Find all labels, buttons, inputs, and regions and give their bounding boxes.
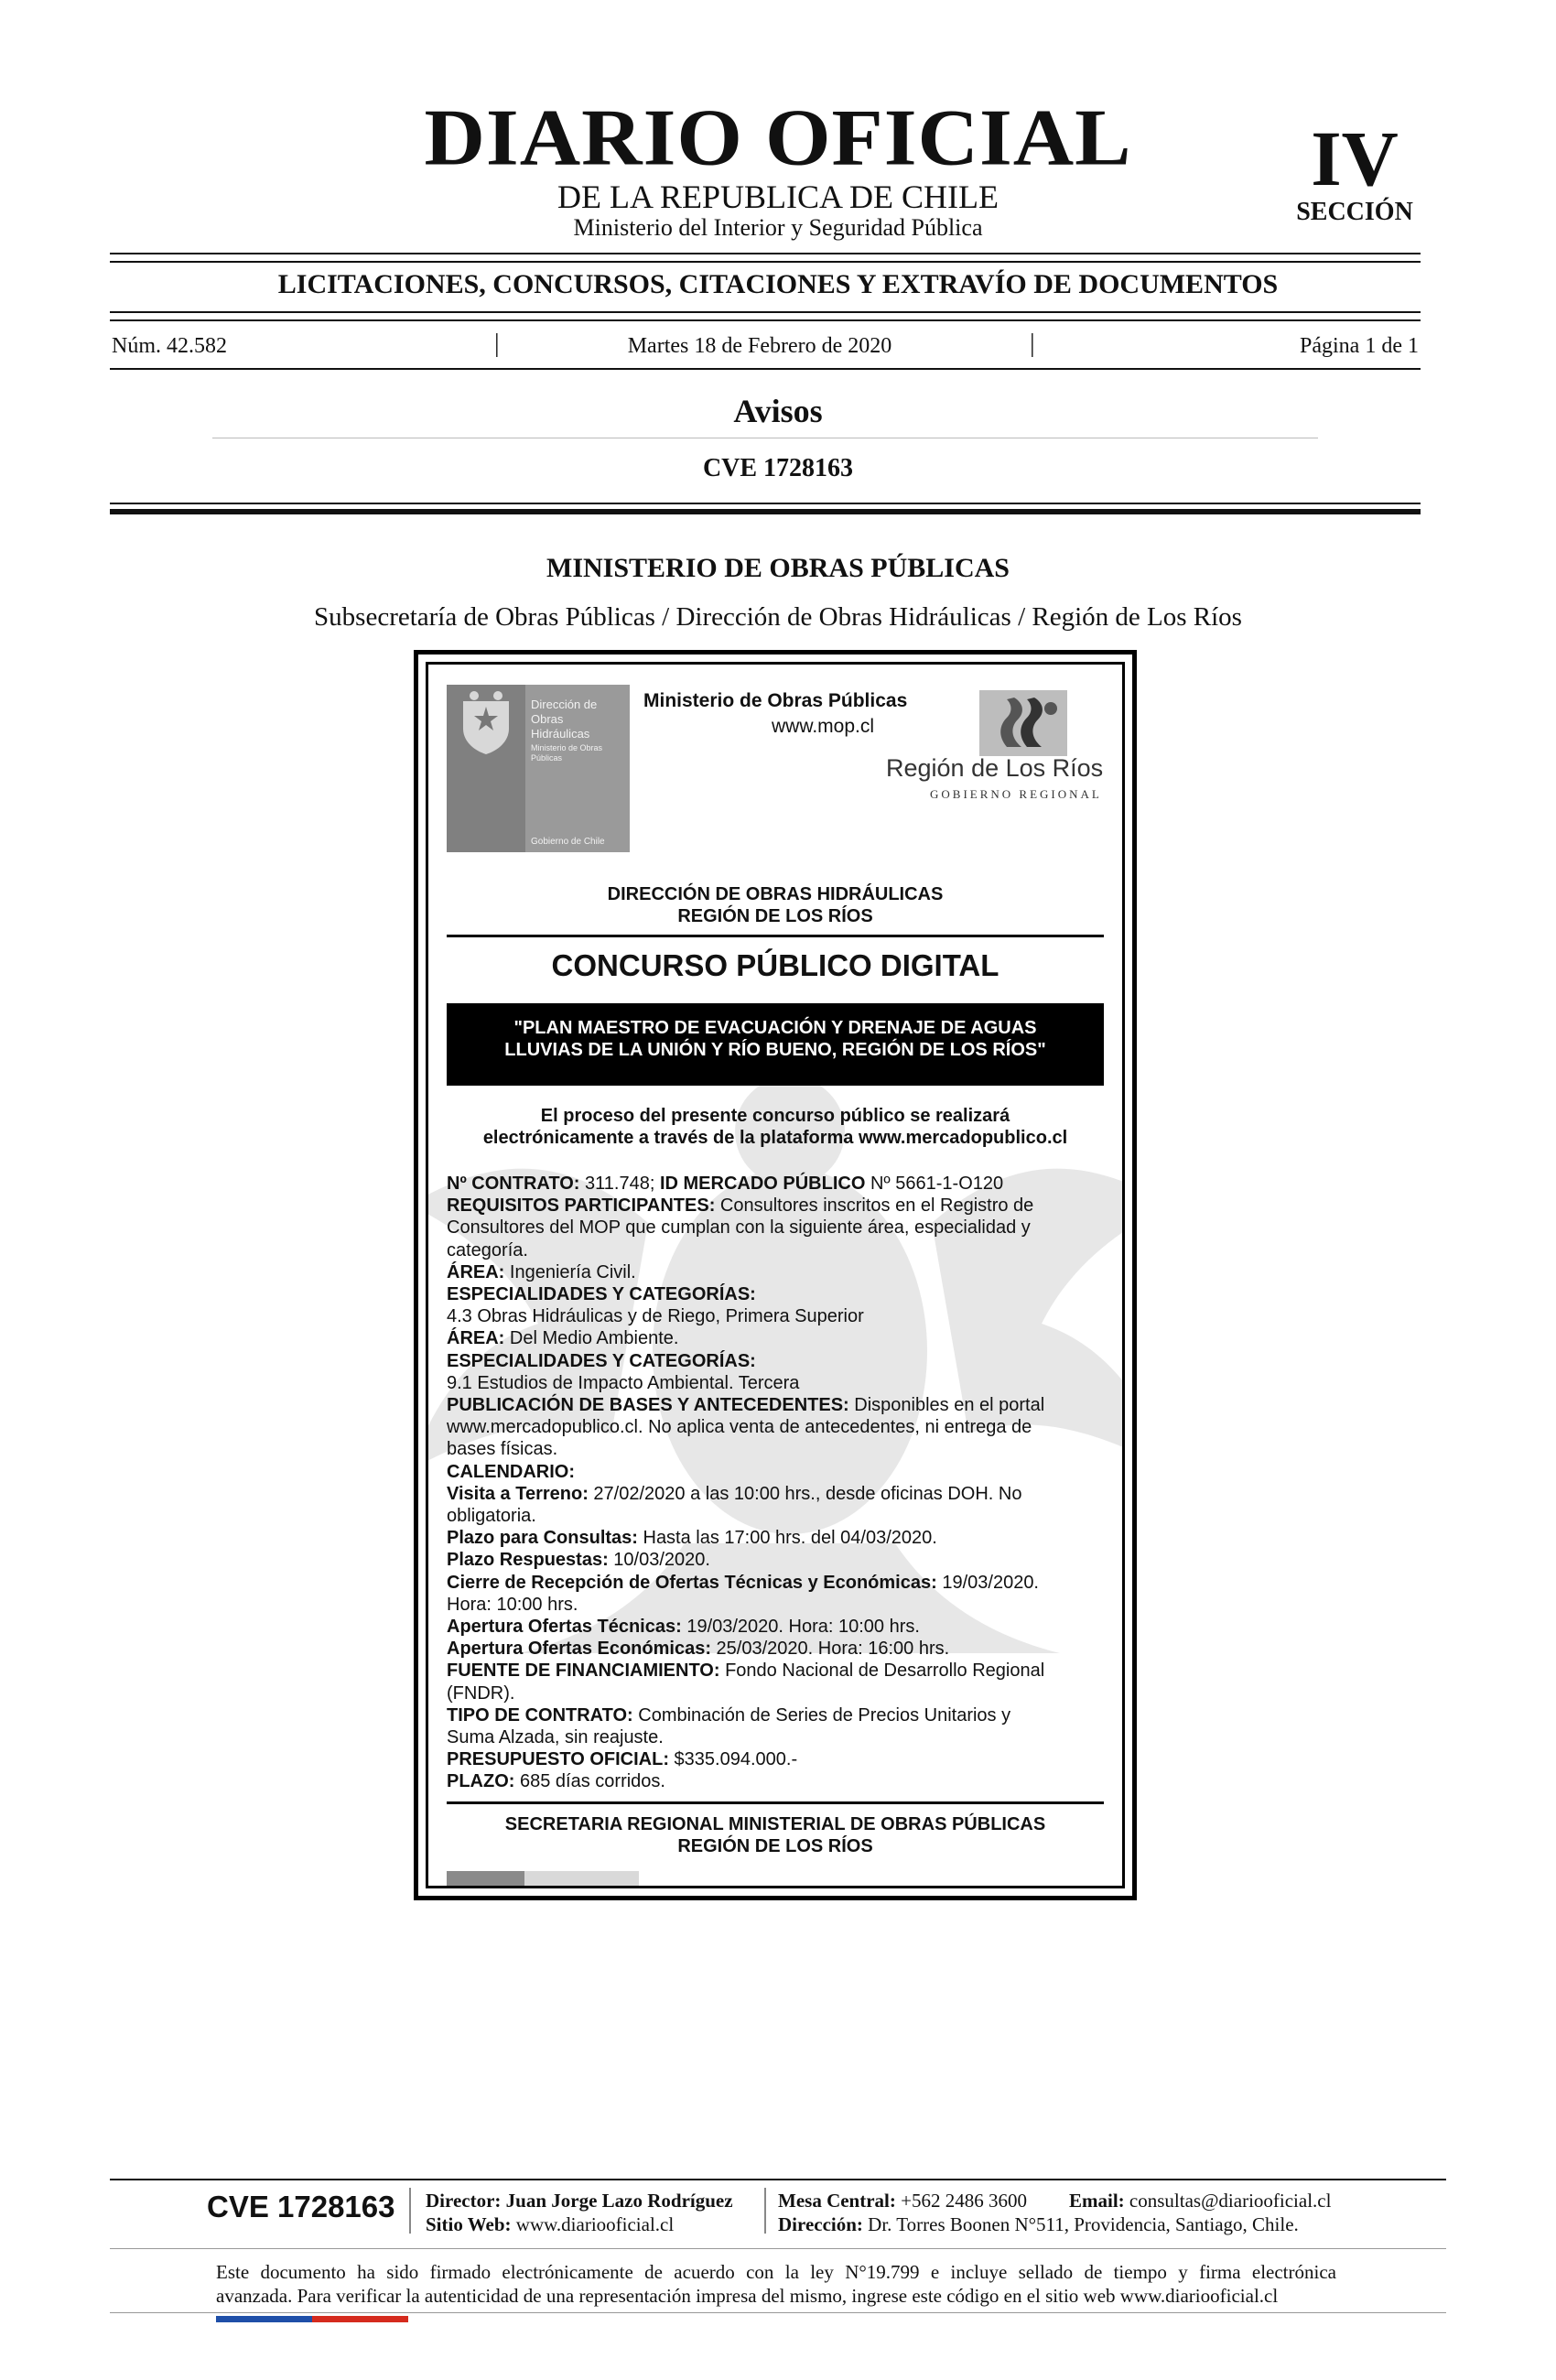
detail-value: Fondo Nacional de Desarrollo Regional [719, 1661, 1045, 1682]
cve-rule [110, 503, 1421, 504]
notice-inner-frame [426, 662, 1125, 1888]
masthead-title: DIARIO OFICIAL [424, 92, 1132, 182]
region-logo-name: Región de Los Ríos [886, 754, 1104, 782]
detail-label: Apertura Ofertas Técnicas: [447, 1617, 682, 1638]
doh-logo-ministry-line: Ministerio de Obras [531, 743, 603, 752]
process-note: electrónicamente a través de la plataforma www.mercadopublico.cl [482, 1128, 1068, 1148]
footer-email [1069, 2190, 1331, 2212]
detail-line [447, 1572, 1104, 1594]
detail-line [447, 1173, 1104, 1195]
header-rule-top [110, 253, 1421, 254]
detail-line [447, 1660, 1104, 1682]
detail-label: ÁREA: [447, 1261, 505, 1282]
project-name-banner [447, 1003, 1104, 1086]
footer-rule-mid [110, 2248, 1446, 2249]
doh-logo [447, 685, 630, 852]
detail-line [447, 1283, 1104, 1305]
footer-rule-top [110, 2179, 1446, 2180]
detail-line [447, 1327, 1104, 1349]
detail-line: www.mercadopublico.cl. No aplica venta de antecedentes, ni entrega de [447, 1417, 1032, 1438]
detail-line: bases físicas. [447, 1439, 558, 1460]
detail-line [447, 1616, 1104, 1638]
footer-rule-bottom [110, 2312, 1446, 2313]
doh-logo-text [531, 698, 597, 741]
detail-value: 10/03/2020. [608, 1550, 710, 1571]
footer-divider [409, 2188, 411, 2234]
region-logo-gov: GOBIERNO REGIONAL [930, 787, 1102, 801]
detail-line: 4.3 Obras Hidráulicas y de Riego, Primera Superior [447, 1306, 864, 1327]
detail-label: TIPO DE CONTRATO: [447, 1704, 633, 1726]
doh-logo-ministry [531, 743, 602, 763]
footer-address [778, 2213, 1299, 2236]
issue-rule [110, 368, 1421, 370]
detail-value: 27/02/2020 a las 10:00 hrs., desde oficinas DOH. No [588, 1483, 1022, 1504]
detail-line: Suma Alzada, sin reajuste. [447, 1727, 664, 1748]
project-name-line: LLUVIAS DE LA UNIÓN Y RÍO BUENO, REGIÓN DE LOS RÍOS" [504, 1040, 1046, 1060]
detail-line [447, 1748, 1104, 1770]
detail-line: categoría. [447, 1239, 528, 1260]
footer-label: Dirección: [778, 2213, 863, 2235]
mop-logo-url: www.mop.cl [772, 716, 875, 737]
gray-bar [524, 1871, 639, 1888]
doh-logo-strip [447, 685, 525, 852]
detail-line: Hora: 10:00 hrs. [447, 1594, 578, 1615]
detail-label: ESPECIALIDADES Y CATEGORÍAS: [447, 1284, 756, 1305]
process-note: El proceso del presente concurso público se realizará [540, 1106, 1010, 1126]
issue-separator: | [494, 330, 500, 358]
region-los-rios-logo-icon [970, 690, 1073, 756]
cve-code: CVE 1728163 [702, 454, 854, 482]
notice-divider [447, 1801, 1104, 1804]
detail-label: ÁREA: [447, 1328, 505, 1349]
detail-value: 19/03/2020. Hora: 10:00 hrs. [681, 1617, 920, 1638]
detail-label: Visita a Terreno: [447, 1483, 589, 1504]
section-heading: LICITACIONES, CONCURSOS, CITACIONES Y EXTRAVÍO DE DOCUMENTOS [277, 269, 1279, 299]
detail-label: Plazo para Consultas: [447, 1528, 638, 1549]
detail-line [447, 1483, 1104, 1505]
footer-value: +562 2486 3600 [895, 2190, 1027, 2212]
detail-line [447, 1527, 1104, 1549]
detail-label: FUENTE DE FINANCIAMIENTO: [447, 1661, 720, 1682]
detail-value: Del Medio Ambiente. [504, 1328, 679, 1349]
issue-separator: | [1030, 330, 1035, 358]
detail-line [447, 1461, 1104, 1483]
masthead-ministry: Ministerio del Interior y Seguridad Pública [573, 214, 983, 241]
footer-label: Director: [426, 2190, 502, 2212]
detail-label: Plazo Respuestas: [447, 1550, 609, 1571]
footer-divider [764, 2188, 766, 2234]
detail-line [447, 1394, 1104, 1416]
detail-value: Combinación de Series de Precios Unitarios y [632, 1704, 1011, 1726]
detail-label: ID MERCADO PÚBLICO [659, 1174, 866, 1194]
issue-date: Martes 18 de Febrero de 2020 [627, 334, 892, 358]
detail-value: 311.748; [579, 1174, 660, 1194]
detail-line [447, 1549, 1104, 1571]
doh-logo-line: Dirección de [531, 698, 598, 711]
detail-label: Cierre de Recepción de Ofertas Técnicas y Económicas: [447, 1572, 937, 1593]
notice-details [447, 1173, 1104, 1793]
detail-line [447, 1638, 1104, 1660]
detail-value: Consultores inscritos en el Registro de [715, 1195, 1034, 1217]
detail-label: PUBLICACIÓN DE BASES Y ANTECEDENTES: [447, 1395, 849, 1416]
footer-label: Mesa Central: [778, 2190, 896, 2212]
legal-notice-line: avanzada. Para verificar la autenticidad de una representación impresa del mismo, ingrese este código en el sitio web www.diariooficial.cl [216, 2285, 1279, 2307]
footer-website [426, 2213, 674, 2236]
detail-value: 19/03/2020. [936, 1572, 1039, 1593]
detail-line [447, 1350, 1104, 1372]
footer-cve-code: CVE 1728163 [207, 2190, 395, 2223]
project-name-line: "PLAN MAESTRO DE EVACUACIÓN Y DRENAJE DE AGUAS [513, 1018, 1037, 1038]
chile-shield-icon [447, 685, 525, 758]
notice-divider [447, 935, 1104, 937]
detail-label: CALENDARIO: [447, 1461, 575, 1482]
detail-line: 9.1 Estudios de Impacto Ambiental. Tercera [447, 1372, 800, 1393]
footer-label: Sitio Web: [426, 2213, 512, 2235]
detail-line: obligatoria. [447, 1506, 536, 1527]
notice-title: CONCURSO PÚBLICO DIGITAL [551, 948, 1000, 982]
detail-line: (FNDR). [447, 1682, 515, 1704]
detail-label: PRESUPUESTO OFICIAL: [447, 1749, 669, 1770]
footer-website-link[interactable]: www.diariooficial.cl [511, 2213, 675, 2235]
footer-director [426, 2190, 733, 2212]
detail-line [447, 1195, 1104, 1217]
notice-footer-line: REGIÓN DE LOS RÍOS [677, 1836, 873, 1856]
notice-header-line: DIRECCIÓN DE OBRAS HIDRÁULICAS [607, 884, 944, 904]
detail-value: Disponibles en el portal [848, 1395, 1045, 1416]
doh-logo-line: Hidráulicas [531, 727, 590, 741]
legal-notice-line: Este documento ha sido firmado electrónicamente de acuerdo con la ley N°19.799 e incluye sellado de tiempo y firma electrónica [216, 2261, 1336, 2283]
footer-value: Juan Jorge Lazo Rodríguez [501, 2190, 733, 2212]
doh-logo-ministry-line: Públicas [531, 753, 563, 763]
detail-value: Hasta las 17:00 hrs. del 04/03/2020. [637, 1528, 937, 1549]
detail-label: PLAZO: [447, 1771, 515, 1792]
ministry-name: MINISTERIO DE OBRAS PÚBLICAS [546, 553, 1010, 583]
doh-logo-gov: Gobierno de Chile [531, 837, 605, 847]
notice-footer-line: SECRETARIA REGIONAL MINISTERIAL DE OBRAS PÚBLICAS [504, 1814, 1046, 1834]
detail-value: Nº 5661-1-O120 [865, 1174, 1004, 1194]
detail-line [447, 1704, 1104, 1726]
detail-value: 685 días corridos. [514, 1771, 665, 1792]
issue-page: Página 1 de 1 [1300, 334, 1419, 358]
avisos-heading: Avisos [733, 393, 823, 429]
flag-stripe-red [312, 2316, 408, 2322]
ministry-subtitle: Subsecretaría de Obras Públicas / Dirección de Obras Hidráulicas / Región de Los Ríos [314, 602, 1242, 632]
detail-value: $335.094.000.- [669, 1749, 798, 1770]
footer-phone [778, 2190, 1027, 2212]
detail-label: Apertura Ofertas Económicas: [447, 1639, 711, 1660]
section-label: SECCIÓN [1296, 198, 1413, 226]
detail-label: Nº CONTRATO: [447, 1174, 580, 1194]
cve-rule-thick [110, 509, 1421, 514]
issue-number: Núm. 42.582 [112, 334, 227, 358]
flag-stripe-blue [216, 2316, 312, 2322]
header-rule-top-2 [110, 261, 1421, 263]
detail-line [447, 1770, 1104, 1792]
mop-logo-name: Ministerio de Obras Públicas [643, 690, 908, 711]
header-rule-mid [110, 311, 1421, 313]
masthead-subtitle: DE LA REPUBLICA DE CHILE [557, 178, 999, 215]
gray-bar [447, 1871, 524, 1888]
header-rule-mid-2 [110, 319, 1421, 321]
detail-value: 25/03/2020. Hora: 16:00 hrs. [710, 1639, 950, 1660]
notice-header-line: REGIÓN DE LOS RÍOS [677, 906, 873, 926]
detail-line: Consultores del MOP que cumplan con la siguiente área, especialidad y [447, 1217, 1031, 1239]
detail-line [447, 1261, 1104, 1283]
footer-label: Email: [1069, 2190, 1125, 2212]
footer-value: Dr. Torres Boonen N°511, Providencia, Santiago, Chile. [862, 2213, 1299, 2235]
footer-email-link[interactable]: consultas@diariooficial.cl [1124, 2190, 1332, 2212]
notice-box [414, 650, 1137, 1900]
section-numeral: IV [1311, 114, 1399, 202]
detail-label: REQUISITOS PARTICIPANTES: [447, 1195, 716, 1217]
detail-label: ESPECIALIDADES Y CATEGORÍAS: [447, 1350, 756, 1371]
doh-logo-line: Obras [531, 712, 564, 726]
detail-value: Ingeniería Civil. [504, 1261, 636, 1282]
